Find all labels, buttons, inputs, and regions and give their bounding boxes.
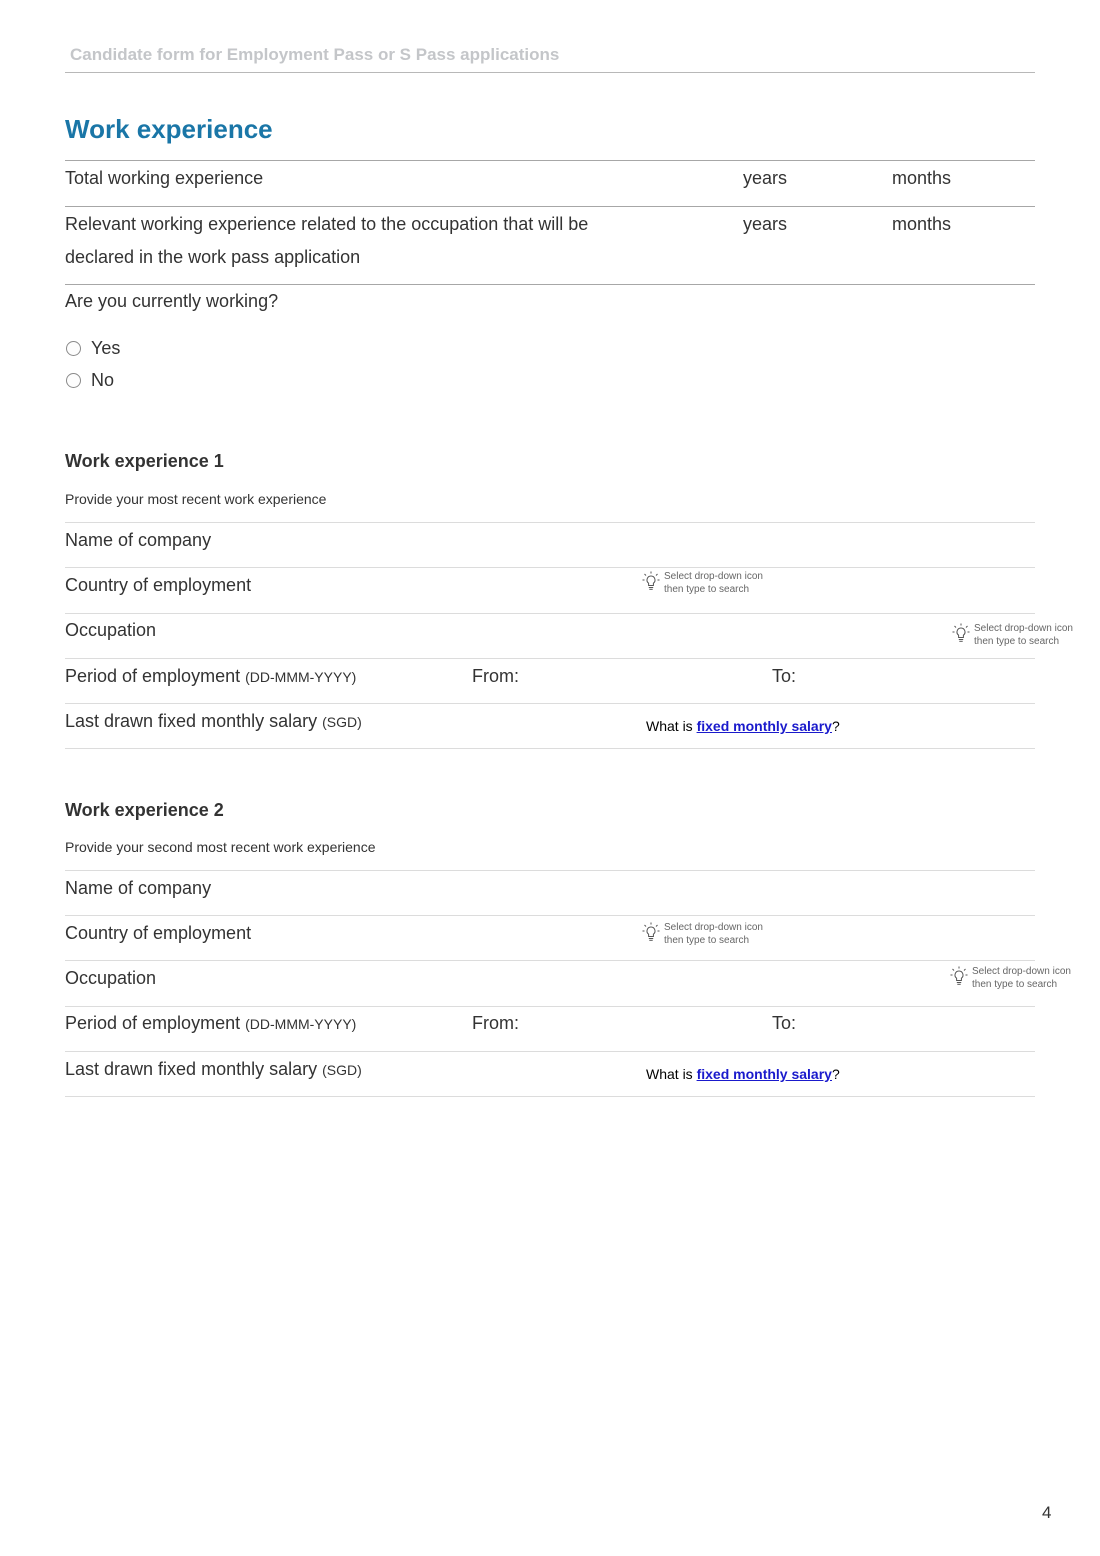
period-format: (DD-MMM-YYYY) bbox=[245, 1016, 357, 1032]
salary-unit: (SGD) bbox=[322, 714, 362, 730]
total-months-label: months bbox=[892, 168, 952, 188]
work-experience-2-description: Provide your second most recent work experience bbox=[65, 839, 376, 855]
page-number: 4 bbox=[1042, 1503, 1052, 1522]
work-experience-1-title: Work experience 1 bbox=[65, 451, 224, 471]
dropdown-tip bbox=[640, 570, 763, 596]
work-experience-2-title: Work experience 2 bbox=[65, 800, 224, 820]
divider bbox=[65, 658, 1035, 659]
tip-text-line1: Select drop-down icon bbox=[972, 966, 1071, 977]
company-label: Name of company bbox=[65, 878, 212, 898]
radio-option-no[interactable] bbox=[66, 370, 114, 391]
country-label: Country of employment bbox=[65, 923, 252, 943]
divider bbox=[65, 915, 1035, 916]
relevant-years-label: years bbox=[743, 214, 788, 234]
lightbulb-icon bbox=[948, 965, 970, 987]
divider bbox=[65, 567, 1035, 568]
salary-label bbox=[65, 705, 362, 739]
tip-text-line1: Select drop-down icon bbox=[664, 922, 763, 933]
period-label bbox=[65, 1007, 356, 1041]
period-label-text: Period of employment bbox=[65, 666, 241, 686]
lightbulb-icon bbox=[640, 921, 662, 943]
tip-text-line2: then type to search bbox=[664, 584, 750, 595]
salary-help bbox=[646, 1066, 840, 1082]
header-divider bbox=[65, 72, 1035, 73]
radio-label: No bbox=[91, 370, 115, 390]
divider bbox=[65, 1096, 1035, 1097]
period-format: (DD-MMM-YYYY) bbox=[245, 669, 357, 685]
tip-text-line2: then type to search bbox=[972, 979, 1058, 990]
divider bbox=[65, 960, 1035, 961]
fixed-monthly-salary-link[interactable]: fixed monthly salary bbox=[696, 1066, 832, 1082]
salary-help-suffix: ? bbox=[831, 718, 840, 734]
salary-label-text: Last drawn fixed monthly salary bbox=[65, 1059, 318, 1079]
total-experience-label: Total working experience bbox=[65, 168, 264, 188]
currently-working-question: Are you currently working? bbox=[65, 291, 279, 311]
divider bbox=[65, 613, 1035, 614]
document-header: Candidate form for Employment Pass or S Pass applications bbox=[70, 45, 560, 64]
tip-text-line2: then type to search bbox=[974, 636, 1060, 647]
divider bbox=[65, 160, 1035, 161]
dropdown-tip bbox=[640, 921, 763, 947]
total-years-label: years bbox=[743, 168, 788, 188]
salary-unit: (SGD) bbox=[322, 1062, 362, 1078]
radio-label: Yes bbox=[91, 338, 121, 358]
lightbulb-icon bbox=[950, 622, 972, 644]
company-label: Name of company bbox=[65, 530, 212, 550]
dropdown-tip bbox=[948, 965, 1071, 991]
occupation-label: Occupation bbox=[65, 968, 157, 988]
divider bbox=[65, 703, 1035, 704]
radio-button[interactable] bbox=[66, 341, 81, 356]
divider bbox=[65, 1051, 1035, 1052]
to-label: To: bbox=[772, 1013, 797, 1033]
salary-label-text: Last drawn fixed monthly salary bbox=[65, 711, 318, 731]
salary-help-prefix: What is bbox=[646, 718, 697, 734]
relevant-experience-label-line2: declared in the work pass application bbox=[65, 247, 361, 267]
to-label: To: bbox=[772, 666, 797, 686]
period-label-text: Period of employment bbox=[65, 1013, 241, 1033]
radio-option-yes[interactable] bbox=[66, 338, 120, 359]
dropdown-tip bbox=[950, 622, 1073, 648]
from-label: From: bbox=[472, 666, 519, 686]
relevant-experience-label-line1: Relevant working experience related to the occupation that will be bbox=[65, 214, 589, 234]
divider bbox=[65, 870, 1035, 871]
period-label bbox=[65, 660, 356, 694]
salary-help-suffix: ? bbox=[831, 1066, 840, 1082]
relevant-months-label: months bbox=[892, 214, 952, 234]
salary-help-prefix: What is bbox=[646, 1066, 697, 1082]
from-label: From: bbox=[472, 1013, 519, 1033]
salary-label bbox=[65, 1053, 362, 1087]
divider bbox=[65, 522, 1035, 523]
work-experience-1-description: Provide your most recent work experience bbox=[65, 491, 327, 507]
tip-text-line2: then type to search bbox=[664, 935, 750, 946]
radio-button[interactable] bbox=[66, 373, 81, 388]
fixed-monthly-salary-link[interactable]: fixed monthly salary bbox=[696, 718, 832, 734]
divider bbox=[65, 748, 1035, 749]
country-label: Country of employment bbox=[65, 575, 252, 595]
salary-help bbox=[646, 718, 840, 734]
lightbulb-icon bbox=[640, 570, 662, 592]
tip-text-line1: Select drop-down icon bbox=[974, 623, 1073, 634]
section-title: Work experience bbox=[65, 114, 273, 144]
tip-text-line1: Select drop-down icon bbox=[664, 571, 763, 582]
divider bbox=[65, 206, 1035, 207]
occupation-label: Occupation bbox=[65, 620, 157, 640]
